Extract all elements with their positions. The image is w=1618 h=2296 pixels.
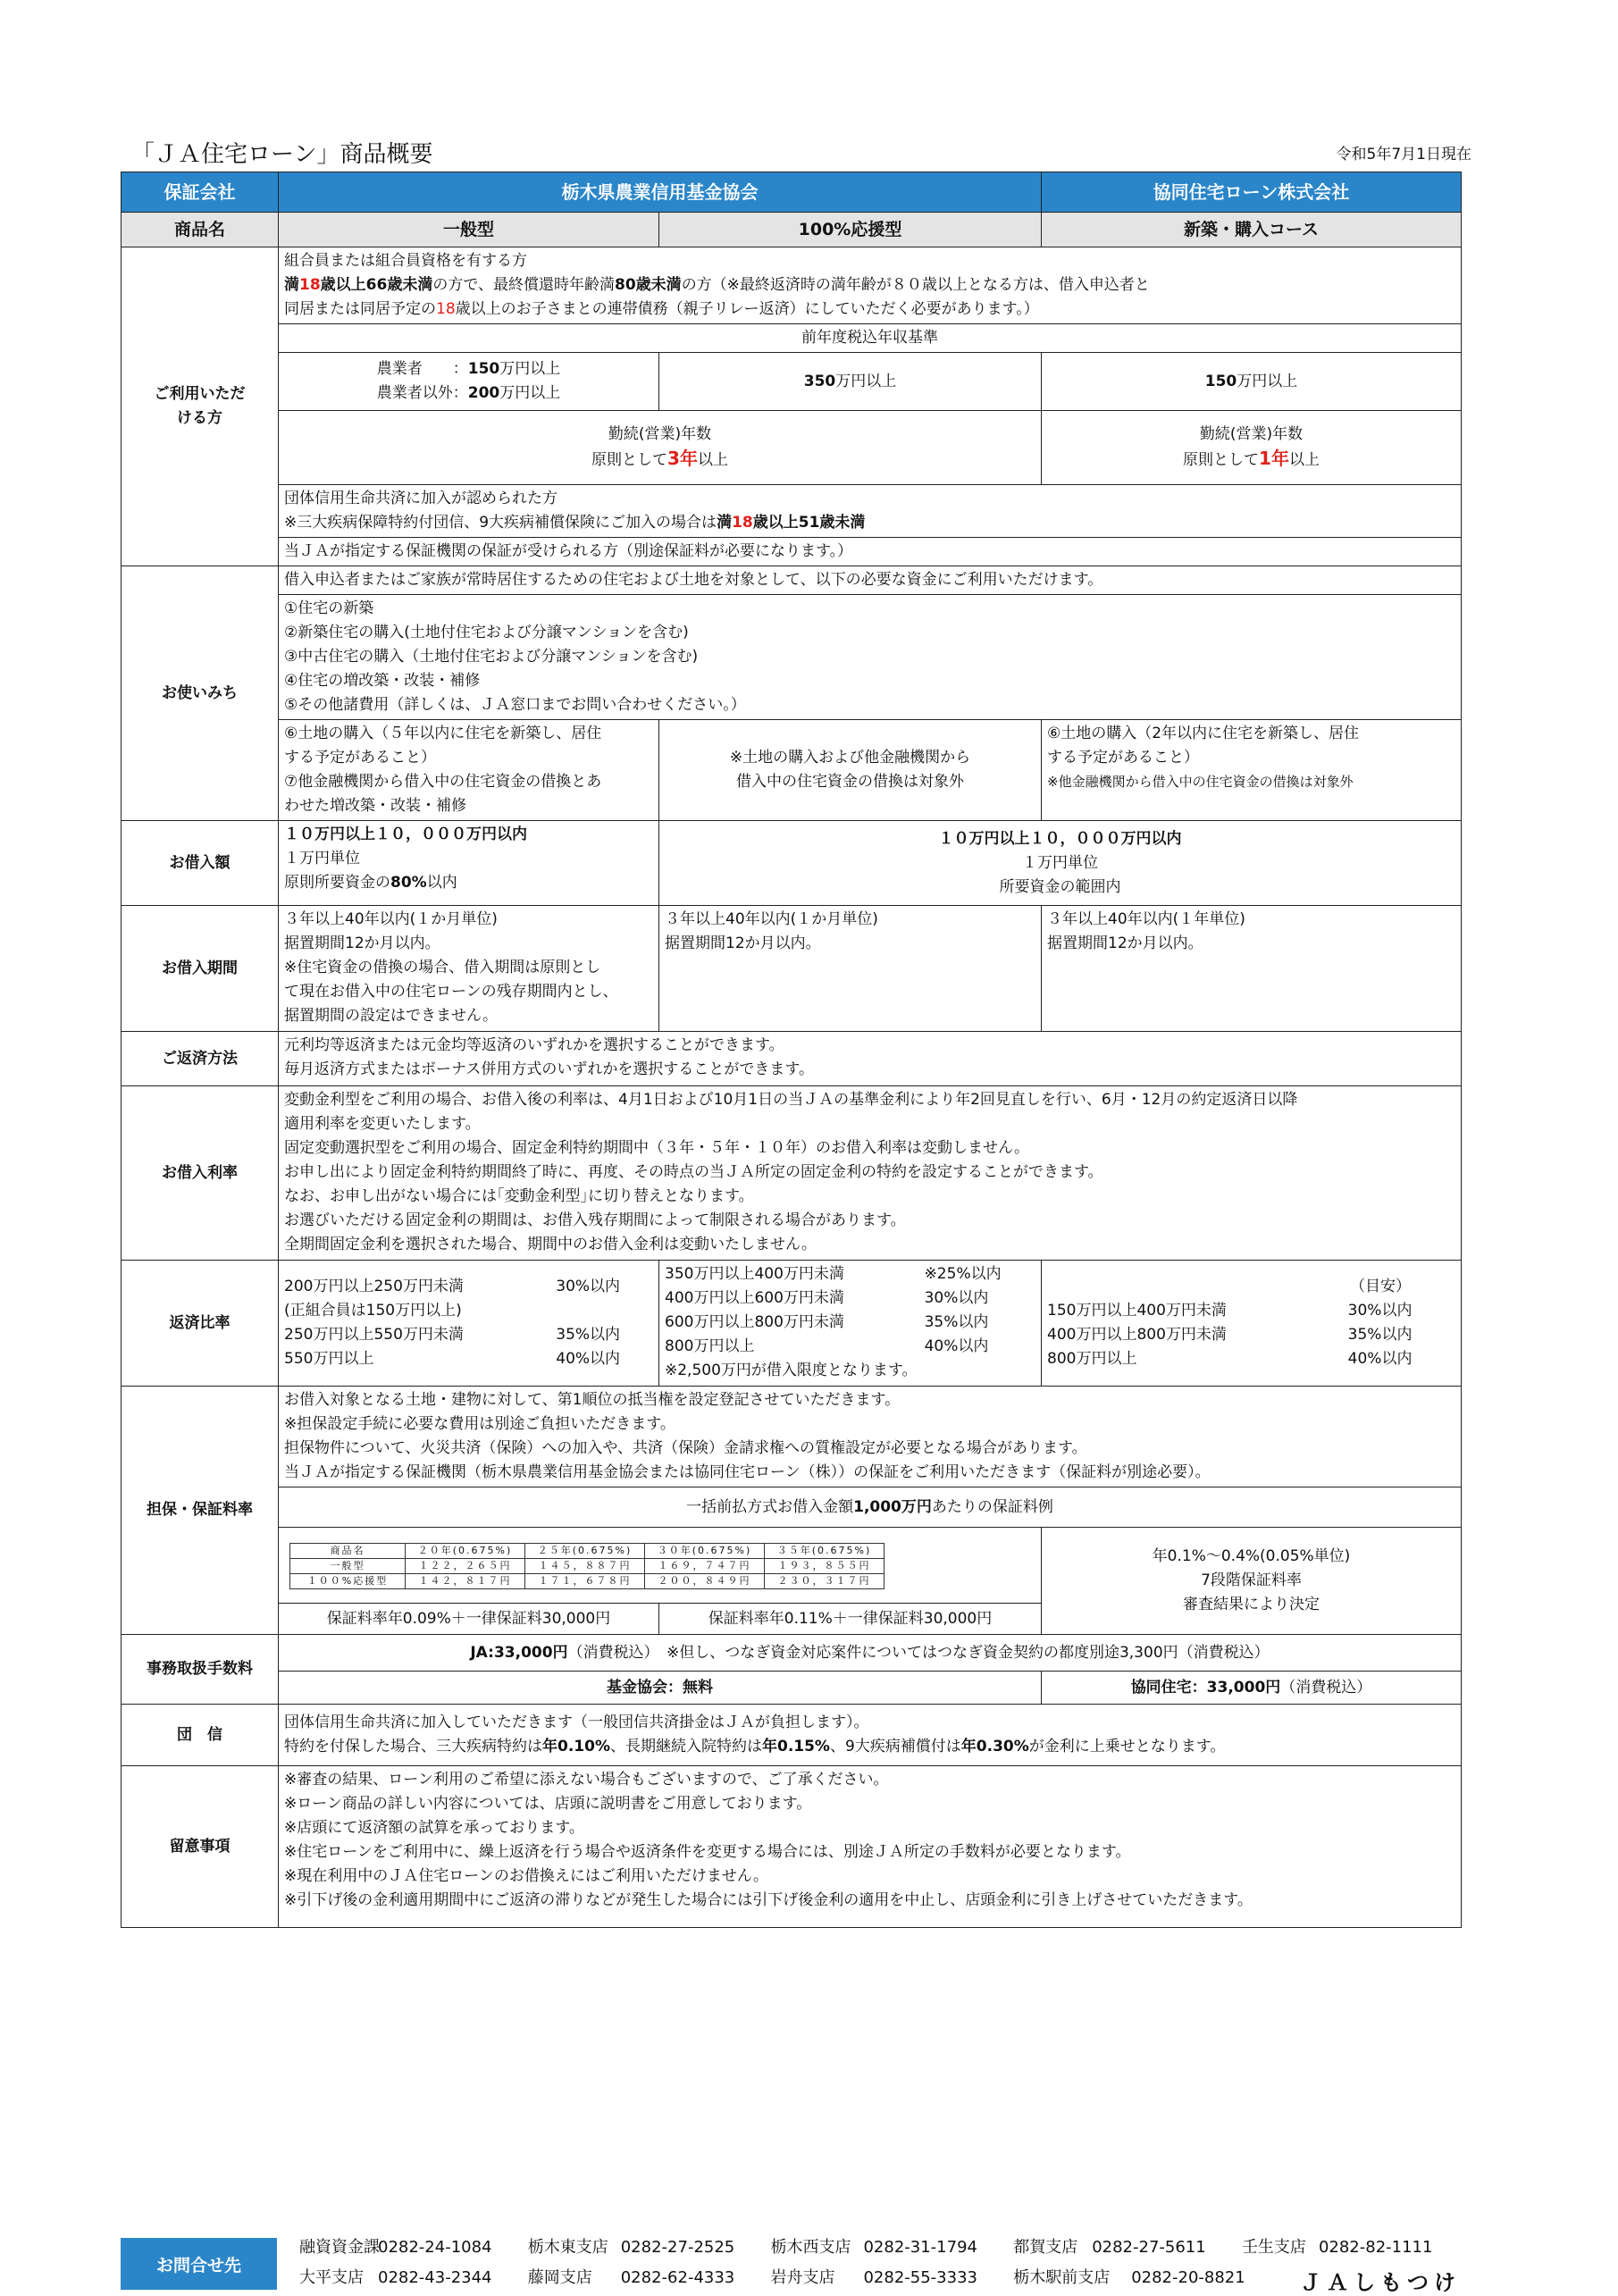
income-nonfarmer-label: 農業者以外： bbox=[376, 384, 468, 402]
ratio-income: 600万円以上800万円未満 bbox=[665, 1313, 844, 1331]
ratio-pct bbox=[556, 1299, 653, 1323]
branch-phone: 0282-31-1794 bbox=[863, 2238, 977, 2257]
ratio-pct: 35%以内 bbox=[924, 1313, 989, 1331]
eligibility-age-line bbox=[284, 273, 1455, 297]
branch-name: 融資資金課 bbox=[299, 2238, 380, 2257]
fee-cell: １２２，２６５円 bbox=[406, 1559, 525, 1574]
usage-general-line: ⑦他金融機関から借入中の住宅資金の借換とあ bbox=[284, 773, 602, 791]
contact-list bbox=[299, 2233, 1470, 2293]
tenure-fund-prefix: 原則として bbox=[591, 451, 668, 469]
eligibility-tenure-row bbox=[122, 411, 1462, 485]
amount-general bbox=[279, 821, 659, 906]
usage-100pct bbox=[659, 720, 1042, 821]
tenure-fund-suffix: 以上 bbox=[697, 451, 728, 469]
amount-label: お借入額 bbox=[122, 821, 279, 906]
eligibility-member-line: 組合員または組合員資格を有する方 bbox=[284, 252, 527, 270]
fee-col-header: ２０年(0.675%) bbox=[406, 1544, 525, 1559]
fee-title-c: あたりの保証料例 bbox=[931, 1497, 1053, 1516]
branch-phone: 0282-82-1111 bbox=[1318, 2238, 1433, 2257]
collateral-fee-title-row bbox=[122, 1487, 1462, 1528]
amount-other bbox=[659, 821, 1462, 906]
fee-example-cell bbox=[279, 1528, 1042, 1604]
branch-name: 都賀支店 bbox=[1013, 2238, 1078, 2257]
income-non-farmer bbox=[284, 381, 653, 406]
age-prefix: 満 bbox=[284, 276, 299, 294]
usage-items bbox=[279, 595, 1462, 720]
fee-cell: １００%応援型 bbox=[290, 1574, 406, 1589]
note-line: ※現在利用中のＪＡ住宅ローンのお借換えにはご利用いただけません。 bbox=[284, 1867, 768, 1885]
ratio-income: 400万円以上800万円未満 bbox=[1047, 1326, 1227, 1344]
insurance-age-text: ※三大疾病保障特約付団信、9大疾病補償保険にご加入の場合は bbox=[284, 514, 717, 532]
notes-row bbox=[122, 1766, 1462, 1928]
fee-col-header: ３０年(0.675%) bbox=[645, 1544, 765, 1559]
tenure-kyodo-prefix: 原則として bbox=[1183, 451, 1260, 469]
ratio-income: 800万円以上 bbox=[665, 1337, 755, 1355]
usage-row-2 bbox=[122, 595, 1462, 720]
handling-row-2 bbox=[122, 1672, 1462, 1705]
handling-row-1 bbox=[122, 1635, 1462, 1672]
rate-cell bbox=[279, 1086, 1462, 1261]
handling-note: （消費税込） ※但し、つなぎ資金対応案件についてはつなぎ資金契約の都度別途3,300円（消費税込） bbox=[567, 1643, 1270, 1662]
eligibility-insurance-row bbox=[122, 485, 1462, 538]
header-kyodo-loan: 協同住宅ローン株式会社 bbox=[1042, 172, 1462, 213]
header-guarantor: 保証会社 bbox=[122, 172, 279, 213]
usage-item: ⑤その他諸費用（詳しくは、ＪＡ窓口までお問い合わせください。） bbox=[284, 696, 746, 714]
income-farmer bbox=[284, 357, 653, 381]
tenure-fund bbox=[279, 411, 1042, 485]
branch-name: 大平支店 bbox=[299, 2268, 364, 2287]
eligibility-guarantee-row bbox=[122, 538, 1462, 566]
collateral-row-1 bbox=[122, 1387, 1462, 1487]
product-summary-table bbox=[121, 172, 1462, 1928]
tenure-fund-title: 勤続(営業)年数 bbox=[608, 425, 712, 443]
ratio-income: 350万円以上400万円未満 bbox=[665, 1265, 844, 1283]
eligibility-label bbox=[122, 247, 279, 566]
ratio-kyodo-table bbox=[1047, 1299, 1455, 1371]
insurance-age-range: 歳以上51歳未満 bbox=[752, 514, 866, 532]
handling-kyodo bbox=[1042, 1672, 1462, 1705]
document-page bbox=[121, 134, 1471, 2295]
amount-row bbox=[122, 821, 1462, 906]
age-text: の方で、最終償還時年齢満 bbox=[432, 276, 616, 294]
contact-label: お問合せ先 bbox=[121, 2238, 277, 2290]
amount-other-limit: 所要資金の範囲内 bbox=[999, 877, 1121, 896]
group-line: 団体信用生命共済に加入していただきます（一般団信共済掛金はＪＡが負担します）。 bbox=[284, 1714, 869, 1731]
period-general-line: 据置期間12か月以内。 bbox=[284, 934, 440, 952]
fee-cell: １４５，８８７円 bbox=[525, 1559, 645, 1574]
tenure-fund-years: 3年 bbox=[667, 448, 698, 469]
collateral-fee-table-row bbox=[122, 1528, 1462, 1604]
fee-cell: 一般型 bbox=[290, 1559, 406, 1574]
period-general-line: ※住宅資金の借換の場合、借入期間は原則とし bbox=[284, 959, 601, 976]
ratio-pct: 40%以内 bbox=[924, 1337, 989, 1355]
handling-cell bbox=[279, 1635, 1462, 1672]
age-max-final: 80歳未満 bbox=[615, 276, 682, 294]
period-general-line: て現在お借入中の住宅ローンの残存期間内とし、 bbox=[284, 983, 618, 1001]
collateral-line: 当ＪＡが指定する保証機関（栃木県農業信用基金協会または協同住宅ローン（株））の保証をご利用いただきます（保証料が別途必要）。 bbox=[284, 1463, 1211, 1481]
fee-rate-general: 保証料率年0.09%＋一律保証料30,000円 bbox=[279, 1604, 659, 1635]
footer bbox=[121, 2233, 1461, 2295]
repayment-cell bbox=[279, 1032, 1462, 1086]
rate-line: お選びいただける固定金利の期間は、お借入残存期間によって制限される場合があります。 bbox=[284, 1211, 906, 1229]
ratio-income: 250万円以上550万円未満 bbox=[284, 1326, 464, 1344]
rate-line: 固定変動選択型をご利用の場合、固定金利特約期間中（３年・５年・１０年）のお借入利率は変動しません。 bbox=[284, 1139, 1030, 1157]
fee-table-row bbox=[290, 1574, 884, 1589]
rider-text: が金利に上乗せとなります。 bbox=[1028, 1738, 1226, 1756]
fee-cell: １９３，８５５円 bbox=[765, 1559, 884, 1574]
age-range: 歳以上66歳未満 bbox=[320, 276, 433, 294]
branch-phone: 0282-43-2344 bbox=[378, 2268, 492, 2287]
rider-rate: 年0.10% bbox=[542, 1738, 610, 1756]
period-100pct bbox=[659, 906, 1042, 1032]
usage-item: ④住宅の増改築・改装・補修 bbox=[284, 672, 481, 690]
ratio-income: 400万円以上600万円未満 bbox=[665, 1289, 844, 1307]
eligibility-label-text: ご利用いただける方 bbox=[154, 385, 246, 427]
ratio-general-table bbox=[284, 1275, 653, 1371]
fee-title bbox=[279, 1487, 1462, 1528]
amount-general-range: １０万円以上１０，０００万円以内 bbox=[284, 825, 527, 843]
subheader-new-build: 新築・購入コース bbox=[1042, 213, 1462, 247]
note-line: ※住宅ローンをご利用中に、繰上返済を行う場合や返済条件を変更する場合には、別途ＪＡ所定の手数料が必要となります。 bbox=[284, 1843, 1131, 1861]
rate-label: お借入利率 bbox=[122, 1086, 279, 1261]
ratio-pct: 35%以内 bbox=[556, 1326, 621, 1344]
relay-text-b: 歳以上のお子さまとの連帯債務（親子リレー返済）にしていただく必要があります。） bbox=[455, 300, 1039, 318]
usage-general-line: ⑥土地の購入（５年以内に住宅を新築し、居住 bbox=[284, 725, 602, 742]
repayment-line: 毎月返済方式またはボーナス併用方式のいずれかを選択することができます。 bbox=[284, 1060, 814, 1078]
rate-line: 全期間固定金利を選択された場合、期間中のお借入金利は変動いたしません。 bbox=[284, 1236, 817, 1253]
eligibility-income-header-row bbox=[122, 324, 1462, 353]
subheader-product: 商品名 bbox=[122, 213, 279, 247]
age-min: 18 bbox=[299, 276, 321, 294]
rider-text: 、長期継続入院特約は bbox=[609, 1738, 762, 1756]
note-line: ※審査の結果、ローン利用のご希望に添えない場合もございますので、ご了承ください。 bbox=[284, 1771, 889, 1789]
ratio-pct: 35%以内 bbox=[1347, 1326, 1413, 1344]
usage-item: ①住宅の新築 bbox=[284, 599, 374, 617]
ratio-row bbox=[122, 1261, 1462, 1387]
income-general bbox=[279, 353, 659, 411]
income-farmer-unit: 万円以上 bbox=[499, 360, 561, 378]
fee-table-header bbox=[290, 1544, 884, 1559]
branch-phone: 0282-20-8821 bbox=[1131, 2268, 1245, 2287]
repayment-row bbox=[122, 1032, 1462, 1086]
relay-text-a: 同居または同居予定の bbox=[284, 300, 436, 318]
rider-text: 特約を付保した場合、三大疾病特約は bbox=[284, 1738, 542, 1756]
fee-kyodo-line: 年0.1%～0.4%(0.05%単位) bbox=[1152, 1547, 1351, 1565]
branch-name: 岩舟支店 bbox=[770, 2268, 835, 2287]
amount-other-range: １０万円以上１０，０００万円以内 bbox=[938, 829, 1182, 848]
rate-line: お申し出により固定金利特約期間終了時に、再度、その時点の当ＪＡ所定の固定金利の特約を設定することができます。 bbox=[284, 1163, 1103, 1181]
income-farmer-label: 農業者 ： bbox=[376, 360, 468, 378]
tenure-kyodo-years: 1年 bbox=[1259, 448, 1289, 469]
handling-fund bbox=[279, 1672, 1042, 1705]
insurance-age-prefix: 満 bbox=[717, 514, 733, 532]
age-note: の方（※最終返済時の満年齢が８０歳以上となる方は、借入申込者と bbox=[681, 276, 1150, 294]
ratio-pct: 30%以内 bbox=[1347, 1302, 1413, 1320]
usage-row-1 bbox=[122, 566, 1462, 595]
ratio-income: 550万円以上 bbox=[284, 1350, 374, 1368]
fee-title-a: 一括前払方式お借入金額 bbox=[686, 1497, 854, 1516]
fee-rate-100pct: 保証料率年0.11%＋一律保証料30,000円 bbox=[659, 1604, 1042, 1635]
guarantor-header-row bbox=[122, 172, 1462, 213]
eligibility-relay-line bbox=[284, 297, 1455, 322]
usage-kyodo-line: ⑥土地の購入（2年以内に住宅を新築し、居住 bbox=[1047, 725, 1360, 742]
relay-age: 18 bbox=[436, 300, 456, 318]
collateral-line: ※担保設定手続に必要な費用は別途ご負担いただきます。 bbox=[284, 1415, 675, 1433]
group-cell bbox=[279, 1705, 1462, 1766]
usage-100pct-line: ※土地の購入および他金融機関から bbox=[729, 749, 971, 767]
ratio-limit-note: ※2,500万円が借入限度となります。 bbox=[665, 1362, 918, 1379]
usage-kyodo bbox=[1042, 720, 1462, 821]
usage-general bbox=[279, 720, 659, 821]
branch-name: 藤岡支店 bbox=[527, 2268, 592, 2287]
ratio-pct: 40%以内 bbox=[556, 1350, 621, 1368]
ratio-100pct bbox=[659, 1261, 1042, 1387]
usage-kyodo-line: する予定があること） bbox=[1047, 749, 1199, 767]
contact-line-1 bbox=[299, 2233, 1470, 2263]
fee-title-amount: 1,000万円 bbox=[853, 1497, 932, 1516]
insurance-age-min: 18 bbox=[732, 514, 753, 532]
rider-text: 、9大疾病補償付は bbox=[829, 1738, 961, 1756]
tenure-kyodo-title: 勤続(営業)年数 bbox=[1199, 425, 1304, 443]
branch-phone: 0282-27-2525 bbox=[620, 2238, 735, 2257]
amount-other-unit: １万円単位 bbox=[1022, 853, 1098, 872]
branch-phone: 0282-24-1084 bbox=[378, 2238, 492, 2257]
ratio-100pct-table bbox=[665, 1262, 1035, 1359]
repayment-label: ご返済方法 bbox=[122, 1032, 279, 1086]
collateral-line: お借入対象となる土地・建物に対して、第1順位の抵当権を設定登記させていただきます。 bbox=[284, 1391, 901, 1409]
fee-kyodo bbox=[1042, 1528, 1462, 1635]
guarantee-cell: 当ＪＡが指定する保証機関の保証が受けられる方（別途保証料が必要になります。） bbox=[279, 538, 1462, 566]
income-nonfarmer-value: 200 bbox=[467, 384, 500, 402]
income-100pct bbox=[659, 353, 1042, 411]
product-name-row bbox=[122, 213, 1462, 247]
amount-general-unit: １万円単位 bbox=[284, 850, 360, 867]
branch-name: 栃木西支店 bbox=[770, 2238, 851, 2257]
usage-label: お使いみち bbox=[122, 566, 279, 821]
ratio-kyodo bbox=[1042, 1261, 1462, 1387]
fee-table-row bbox=[290, 1559, 884, 1574]
note-line: ※ローン商品の詳しい内容については、店頭に説明書をご用意しております。 bbox=[284, 1795, 812, 1813]
handling-label: 事務取扱手数料 bbox=[122, 1635, 279, 1705]
income-farmer-value: 150 bbox=[467, 360, 500, 378]
eligibility-age-cell bbox=[279, 247, 1462, 324]
amount-limit-pct: 80% bbox=[390, 874, 427, 892]
notes-cell bbox=[279, 1766, 1462, 1928]
tenure-kyodo-value bbox=[1047, 447, 1455, 473]
fee-kyodo-line: 審査結果により決定 bbox=[1183, 1596, 1320, 1613]
note-line: ※引下げ後の金利適用期間中にご返済の滞りなどが発生した場合には引下げ後金利の適用を中止し、店頭金利に引き上げさせていただきます。 bbox=[284, 1891, 1253, 1909]
fee-col-header: 商品名 bbox=[290, 1544, 406, 1559]
ratio-pct: ※25%以内 bbox=[924, 1265, 1002, 1283]
period-general-line: ３年以上40年以内(１か月単位) bbox=[284, 910, 498, 928]
period-100pct-line: ３年以上40年以内(１か月単位) bbox=[665, 910, 878, 928]
period-general bbox=[279, 906, 659, 1032]
header-tochigi-fund: 栃木県農業信用基金協会 bbox=[279, 172, 1042, 213]
collateral-line: 担保物件について、火災共済（保険）への加入や、共済（保険）金請求権への質権設定が必要となる場合があります。 bbox=[284, 1439, 1087, 1457]
branch-phone: 0282-55-3333 bbox=[863, 2268, 977, 2287]
usage-item: ②新築住宅の購入(土地付住宅および分譲マンションを含む) bbox=[284, 624, 689, 641]
period-kyodo-line: ３年以上40年以内(１年単位) bbox=[1047, 910, 1245, 928]
income-100pct-unit: 万円以上 bbox=[835, 372, 897, 390]
rate-row bbox=[122, 1086, 1462, 1261]
note-line: ※店頭にて返済額の試算を承っております。 bbox=[284, 1819, 584, 1837]
branch-phone: 0282-27-5611 bbox=[1092, 2238, 1206, 2257]
title-row bbox=[121, 134, 1471, 168]
usage-100pct-line: 借入中の住宅資金の借換は対象外 bbox=[736, 773, 964, 791]
ratio-general bbox=[279, 1261, 659, 1387]
period-general-line: 据置期間の設定はできません。 bbox=[284, 1007, 499, 1025]
handling-kyodo-tax: （消費税込） bbox=[1280, 1678, 1372, 1697]
fee-cell: ２３０，３１７円 bbox=[765, 1574, 884, 1589]
amount-limit-suffix: 以内 bbox=[426, 874, 457, 892]
contact-line-2 bbox=[299, 2263, 1470, 2293]
ratio-income: (正組合員は150万円以上) bbox=[284, 1302, 462, 1320]
period-kyodo-line: 据置期間12か月以内。 bbox=[1047, 934, 1203, 952]
usage-kyodo-note: ※他金融機関から借入中の住宅資金の借換は対象外 bbox=[1047, 774, 1354, 790]
notes-label: 留意事項 bbox=[122, 1766, 279, 1928]
handling-fund-fee: 基金協会：無料 bbox=[607, 1678, 713, 1697]
rate-line: 変動金利型をご利用の場合、お借入後の利率は、4月1日および10月1日の当ＪＡの基準金利により年2回見直しを行い、6月・12月の約定返済日以降 bbox=[284, 1091, 1298, 1109]
amount-general-limit bbox=[284, 871, 653, 895]
ratio-pct: 30%以内 bbox=[924, 1289, 989, 1307]
ratio-guideline: （目安） bbox=[1350, 1278, 1411, 1295]
usage-general-line: わせた増改築・改装・補修 bbox=[284, 797, 466, 815]
fee-cell: １６９，７４７円 bbox=[645, 1559, 765, 1574]
income-100pct-value: 350 bbox=[803, 372, 836, 390]
handling-ja-fee: JA:33,000円 bbox=[470, 1643, 568, 1662]
collateral-label: 担保・保証料率 bbox=[122, 1387, 279, 1635]
as-of-date: 令和5年7月1日現在 bbox=[1336, 146, 1471, 163]
income-kyodo bbox=[1042, 353, 1462, 411]
group-insurance-row bbox=[122, 1705, 1462, 1766]
rider-rate: 年0.15% bbox=[761, 1738, 830, 1756]
ratio-pct: 30%以内 bbox=[556, 1278, 621, 1295]
fee-cell: ２００，８４９円 bbox=[645, 1574, 765, 1589]
period-100pct-line: 据置期間12か月以内。 bbox=[665, 934, 821, 952]
subheader-general: 一般型 bbox=[279, 213, 659, 247]
period-kyodo bbox=[1042, 906, 1462, 1032]
group-rider-line bbox=[284, 1735, 1455, 1759]
fee-cell: １４２，８１７円 bbox=[406, 1574, 525, 1589]
period-row bbox=[122, 906, 1462, 1032]
usage-row-3 bbox=[122, 720, 1462, 821]
document-title: 「ＪＡ住宅ローン」商品概要 bbox=[131, 141, 433, 168]
fee-cell: １７１，６７８円 bbox=[525, 1574, 645, 1589]
repayment-line: 元利均等返済または元金均等返済のいずれかを選択することができます。 bbox=[284, 1036, 784, 1054]
eligibility-income-row bbox=[122, 353, 1462, 411]
income-nonfarmer-unit: 万円以上 bbox=[499, 384, 561, 402]
collateral-cell bbox=[279, 1387, 1462, 1487]
ratio-income: 150万円以上400万円未満 bbox=[1047, 1302, 1227, 1320]
rate-line: 適用利率を変更いたします。 bbox=[284, 1115, 481, 1133]
branch-phone: 0282-62-4333 bbox=[620, 2268, 735, 2287]
fee-kyodo-line: 7段階保証料率 bbox=[1201, 1571, 1302, 1589]
fee-col-header: ３５年(0.675%) bbox=[765, 1544, 884, 1559]
insurance-line: 団体信用生命共済に加入が認められた方 bbox=[284, 490, 557, 507]
ja-shimotsuke-logo: ＪＡしもつけ bbox=[1300, 2270, 1461, 2295]
group-label: 団 信 bbox=[122, 1705, 279, 1766]
income-kyodo-unit: 万円以上 bbox=[1237, 372, 1298, 390]
eligibility-row-1 bbox=[122, 247, 1462, 324]
rate-line: なお、お申し出がない場合には｢変動金利型｣に切り替えとなります。 bbox=[284, 1187, 754, 1205]
income-header: 前年度税込年収基準 bbox=[279, 324, 1462, 353]
branch-name: 壬生支店 bbox=[1241, 2238, 1306, 2257]
tenure-fund-value bbox=[284, 447, 1035, 473]
insurance-age-line bbox=[284, 511, 1455, 535]
amount-limit-text: 原則所要資金の bbox=[284, 874, 390, 892]
tenure-kyodo bbox=[1042, 411, 1462, 485]
usage-general-line: する予定があること） bbox=[284, 749, 436, 767]
tenure-kyodo-suffix: 以上 bbox=[1288, 451, 1320, 469]
ratio-pct: 40%以内 bbox=[1347, 1350, 1413, 1368]
rider-rate: 年0.30% bbox=[960, 1738, 1029, 1756]
ratio-income: 800万円以上 bbox=[1047, 1350, 1137, 1368]
insurance-cell bbox=[279, 485, 1462, 538]
ratio-income: 200万円以上250万円未満 bbox=[284, 1278, 464, 1295]
income-kyodo-value: 150 bbox=[1204, 372, 1237, 390]
ratio-label: 返済比率 bbox=[122, 1261, 279, 1387]
period-label: お借入期間 bbox=[122, 906, 279, 1032]
fee-example-table bbox=[289, 1543, 884, 1589]
usage-item: ③中古住宅の購入（土地付住宅および分譲マンションを含む) bbox=[284, 648, 699, 666]
branch-name: 栃木東支店 bbox=[527, 2238, 608, 2257]
usage-intro: 借入申込者またはご家族が常時居住するための住宅および土地を対象として、以下の必要な資金にご利用いただけます。 bbox=[279, 566, 1462, 595]
branch-name: 栃木駅前支店 bbox=[1013, 2268, 1111, 2287]
subheader-100pct: 100%応援型 bbox=[659, 213, 1042, 247]
fee-col-header: ２５年(0.675%) bbox=[525, 1544, 645, 1559]
handling-kyodo-fee: 協同住宅：33,000円 bbox=[1130, 1678, 1281, 1697]
